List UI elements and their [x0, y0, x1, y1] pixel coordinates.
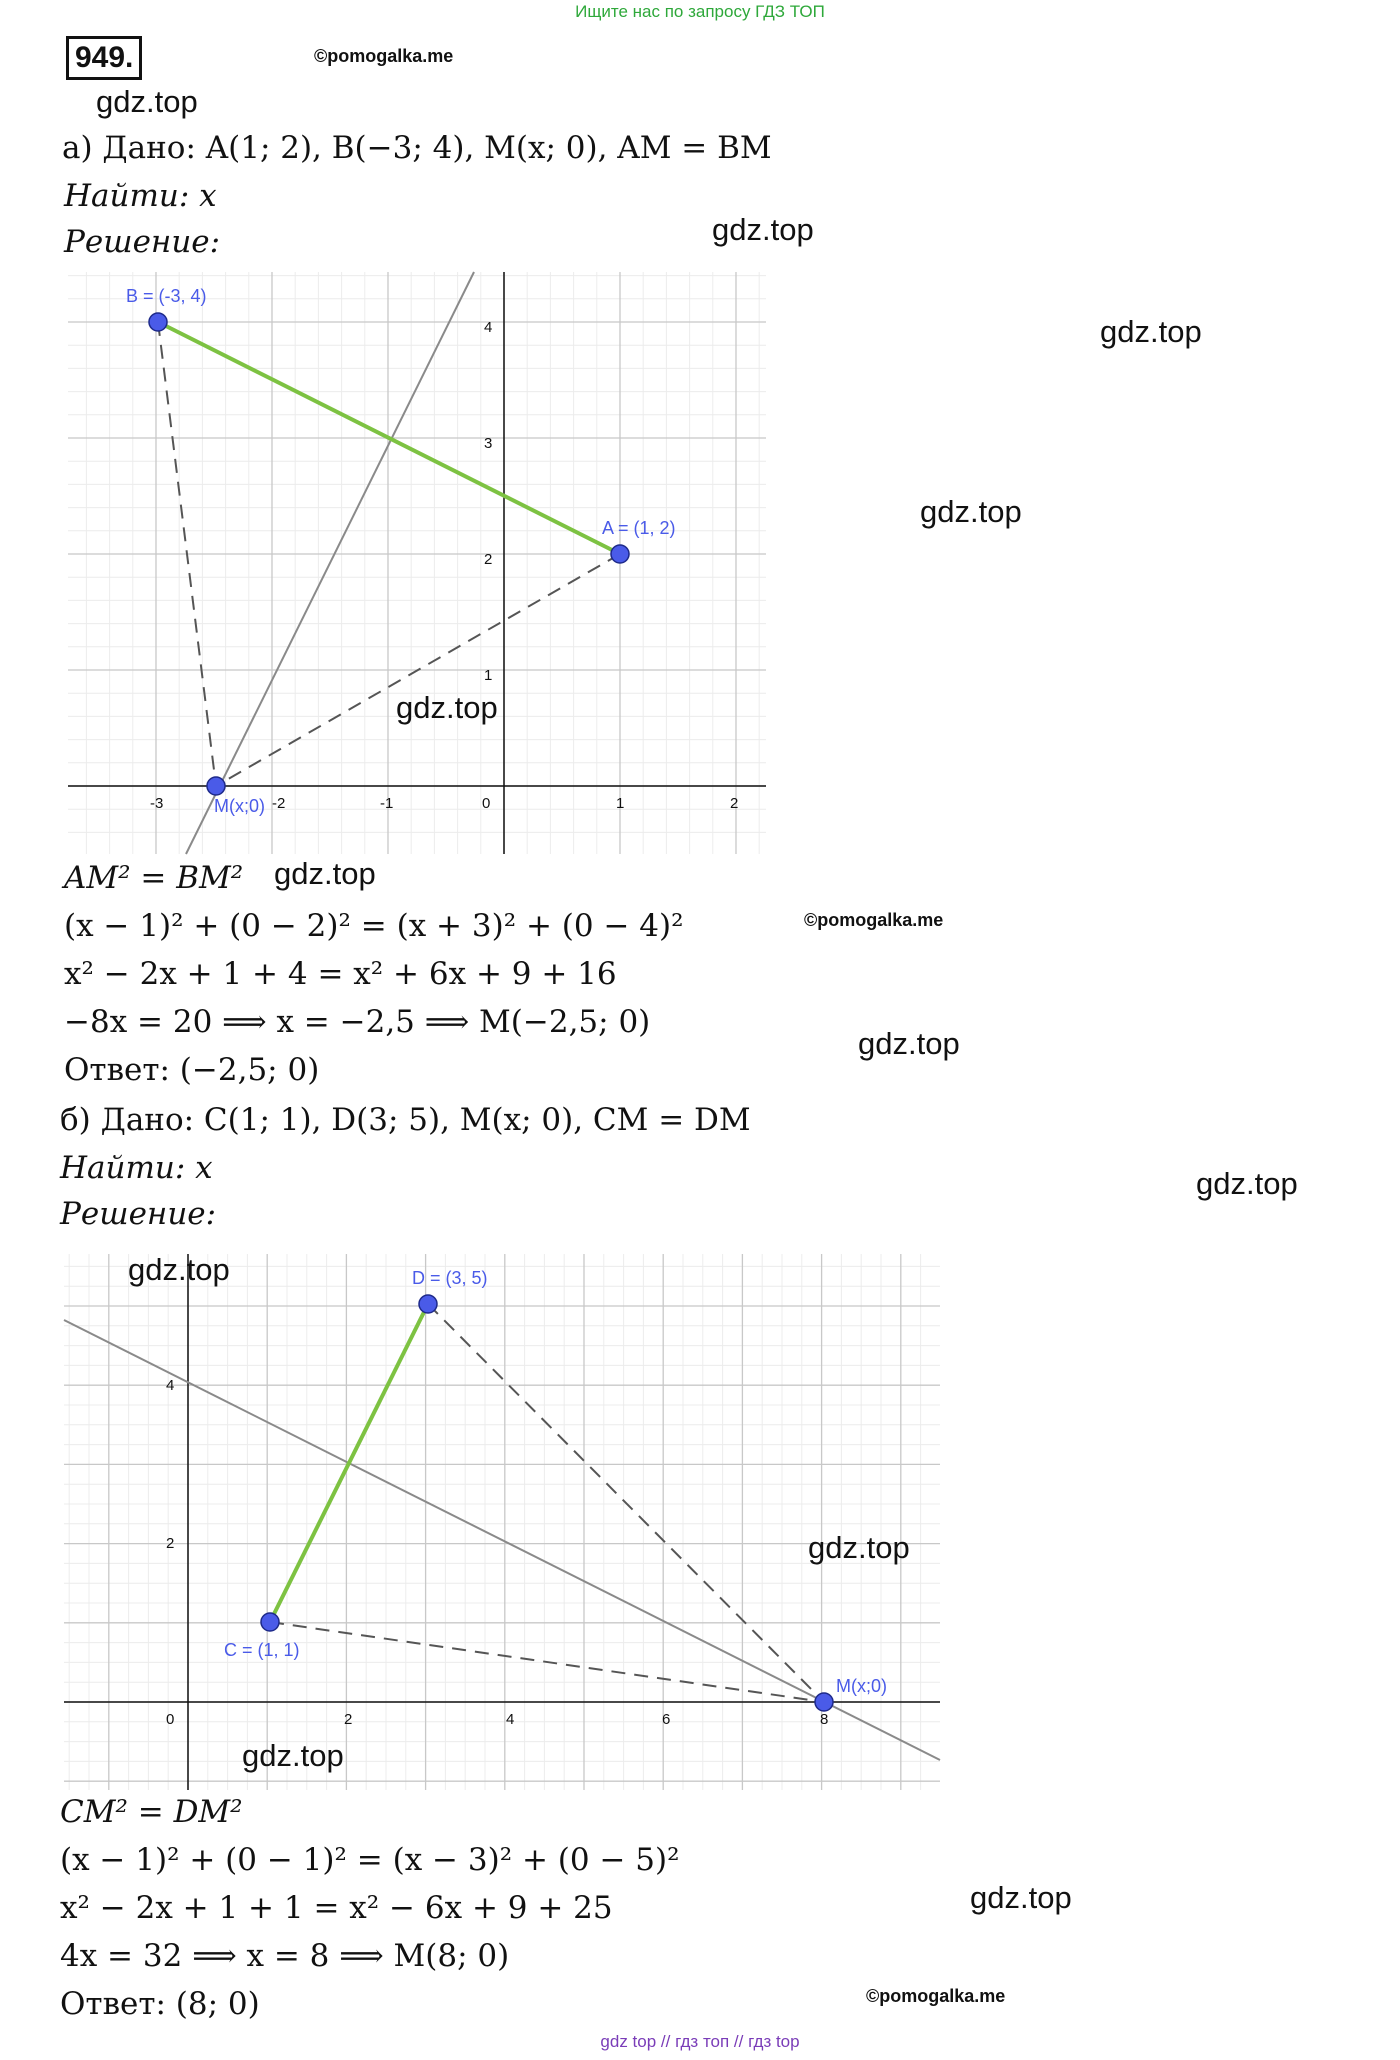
part-a-solution-label: Решение:	[64, 224, 221, 260]
x-tick-label: 1	[616, 795, 625, 812]
watermark: gdz.top	[242, 1738, 344, 1773]
point-b[interactable]	[149, 313, 167, 331]
part-a-given: а) Дано: A(1; 2), B(−3; 4), M(x; 0), AM = BM	[62, 130, 772, 166]
point-m-label: M(x;0)	[214, 796, 265, 816]
major-grid	[68, 272, 766, 854]
point-m[interactable]	[207, 777, 225, 795]
y-tick-label: 2	[484, 551, 493, 568]
watermark: gdz.top	[712, 212, 814, 247]
x-tick-label: 6	[662, 1711, 671, 1728]
x-tick-label: 4	[506, 1711, 515, 1728]
part-a-eq4: −8x = 20 ⟹ x = −2,5 ⟹ M(−2,5; 0)	[64, 1004, 651, 1040]
watermark: gdz.top	[970, 1880, 1072, 1915]
point-a-label: A = (1, 2)	[602, 518, 676, 538]
x-tick-label: 8	[820, 1711, 829, 1728]
part-b-solution-label: Решение:	[60, 1196, 217, 1232]
part-b-find: Найти: x	[60, 1150, 213, 1186]
graph-a	[64, 268, 776, 858]
part-b-eq4: 4x = 32 ⟹ x = 8 ⟹ M(8; 0)	[60, 1938, 510, 1974]
top-banner[interactable]: Ищите нас по запросу ГДЗ ТОП	[575, 2, 825, 21]
watermark: gdz.top	[128, 1252, 230, 1287]
part-b-eq3: x² − 2x + 1 + 1 = x² − 6x + 9 + 25	[60, 1890, 613, 1926]
point-c[interactable]	[261, 1613, 279, 1631]
watermark: gdz.top	[96, 84, 198, 119]
y-tick-label: 4	[484, 319, 493, 336]
footer-links[interactable]: gdz top // гдз топ // гдз top	[600, 2032, 800, 2051]
part-b-eq2: (x − 1)² + (0 − 1)² = (x − 3)² + (0 − 5)²	[60, 1842, 680, 1878]
watermark: gdz.top	[1100, 314, 1202, 349]
segment-cd	[270, 1304, 428, 1622]
part-a-eq2: (x − 1)² + (0 − 2)² = (x + 3)² + (0 − 4)²	[64, 908, 684, 944]
part-b-eq1: CM² = DM²	[60, 1794, 243, 1830]
graph-b	[62, 1252, 942, 1792]
x-tick-label: -3	[150, 795, 164, 812]
watermark: gdz.top	[858, 1026, 960, 1061]
point-c-label: C = (1, 1)	[224, 1640, 300, 1660]
x-tick-label: -1	[380, 795, 394, 812]
point-d-label: D = (3, 5)	[412, 1268, 488, 1288]
y-tick-label: 3	[484, 435, 493, 452]
x-tick-label: 2	[344, 1711, 353, 1728]
watermark: gdz.top	[1196, 1166, 1298, 1201]
x-tick-label: 0	[482, 795, 491, 812]
part-b-answer: Ответ: (8; 0)	[60, 1986, 260, 2022]
y-tick-label: 2	[166, 1535, 175, 1552]
watermark: gdz.top	[808, 1530, 910, 1565]
part-a-find: Найти: x	[64, 178, 217, 214]
point-a[interactable]	[611, 545, 629, 563]
point-m-label: M(x;0)	[836, 1676, 887, 1696]
part-a-eq1: AM² = BM²	[64, 860, 244, 896]
point-b-label: B = (-3, 4)	[126, 286, 207, 306]
y-tick-label: 4	[166, 1377, 175, 1394]
x-tick-label: 2	[730, 795, 739, 812]
y-tick-label: 1	[484, 667, 493, 684]
x-tick-label: 0	[166, 1711, 175, 1728]
point-d[interactable]	[419, 1295, 437, 1313]
watermark: gdz.top	[396, 690, 498, 725]
copyright: ©pomogalka.me	[804, 910, 944, 930]
part-a-answer: Ответ: (−2,5; 0)	[64, 1052, 320, 1088]
copyright-top: ©pomogalka.me	[314, 46, 454, 66]
minor-grid	[68, 272, 766, 854]
problem-number: 949.	[66, 36, 142, 80]
x-tick-label: -2	[272, 795, 286, 812]
minor-grid	[64, 1254, 940, 1790]
point-m[interactable]	[815, 1693, 833, 1711]
major-grid	[64, 1254, 940, 1790]
part-a-eq3: x² − 2x + 1 + 4 = x² + 6x + 9 + 16	[64, 956, 617, 992]
watermark: gdz.top	[920, 494, 1022, 529]
copyright-bottom: ©pomogalka.me	[866, 1986, 1006, 2006]
watermark: gdz.top	[274, 856, 376, 891]
part-b-given: б) Дано: C(1; 1), D(3; 5), M(x; 0), CM = DM	[60, 1102, 751, 1138]
